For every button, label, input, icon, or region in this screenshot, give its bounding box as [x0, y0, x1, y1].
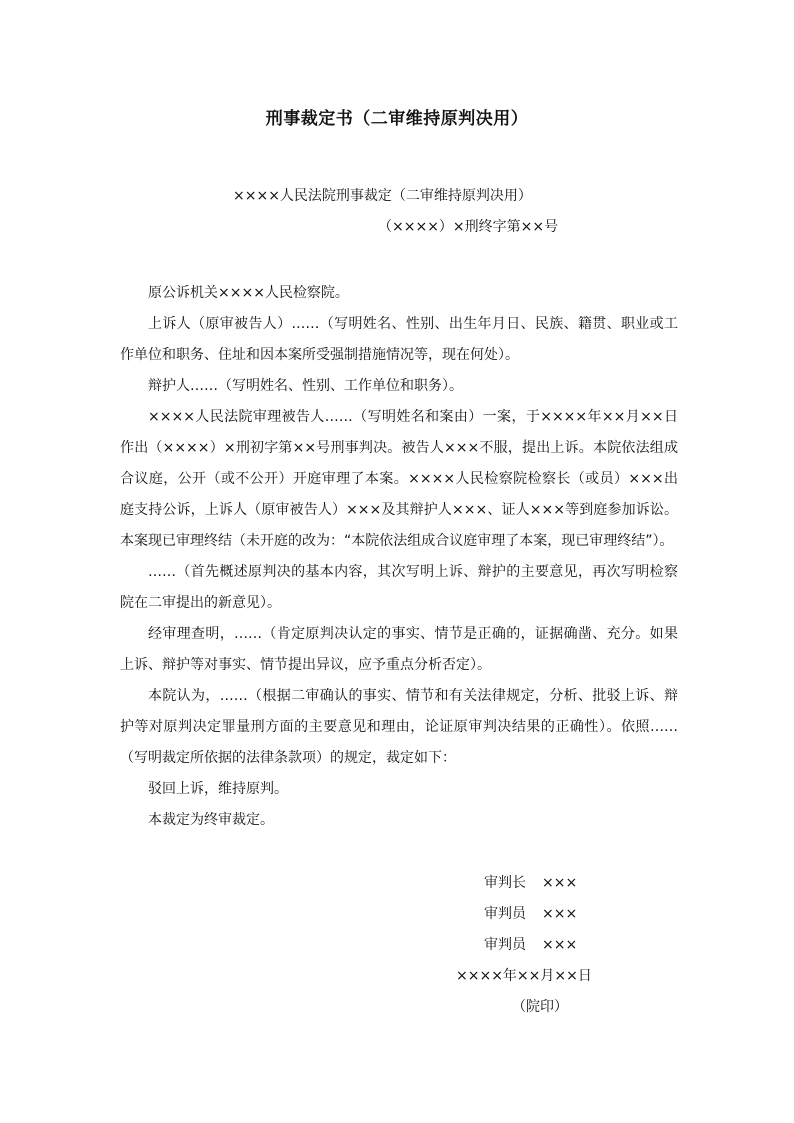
paragraph-findings: 经审理查明，……（肯定原判决认定的事实、情节是正确的，证据确凿、充分。如果上诉、辩护等对事实、情节提出异议，应予重点分析否定）。 — [120, 626, 678, 673]
paragraph-opinion: 本院认为，……（根据二审确认的事实、情节和有关法律规定，分析、批驳上诉、辩护等对原判决定罪量刑方面的主要意见和理由，论证原审判决结果的正确性）。依照……（写明裁定所依据的法律条款项）的规定，裁定如下： — [120, 688, 678, 766]
signature-judge-2 — [484, 934, 577, 954]
document-body — [120, 278, 678, 836]
court-seal: （院印） — [512, 999, 568, 1015]
signature-role: 审判长 — [484, 875, 526, 891]
paragraph-case-history: ××××人民法院审理被告人……（写明姓名和案由）一案，于××××年××月××日作出（××××）×刑初字第××号刑事判决。被告人×××不服，提出上诉。本院依法组成合议庭，公开（或不公开）开庭审理了本案。××××人民检察院检察长（或员）×××出庭支持公诉，上诉人（原审被告人）×××及其辩护人×××、证人×××等到庭参加诉讼。本案现已审理终结（未开庭的改为：“本院依法组成合议庭审理了本案，现已审理终结”）。 — [120, 409, 678, 549]
paragraph-finality: 本裁定为终审裁定。 — [148, 812, 274, 828]
signature-name: ××× — [542, 875, 578, 891]
signature-presiding-judge — [484, 872, 577, 892]
signature-judge-1 — [484, 903, 577, 923]
paragraph-appellant: 上诉人（原审被告人）……（写明姓名、性别、出生年月日、民族、籍贯、职业或工作单位和职务、住址和因本案所受强制措施情况等，现在何处）。 — [120, 316, 678, 363]
signature-name: ××× — [542, 906, 578, 922]
document-title: 刑事裁定书（二审维持原判决用） — [265, 109, 529, 129]
paragraph-prosecution: 原公诉机关××××人民检察院。 — [148, 285, 349, 301]
ruling-date: ××××年××月××日 — [456, 968, 592, 984]
court-heading: ××××人民法院刑事裁定（二审维持原判决用） — [233, 188, 532, 204]
signature-name: ××× — [542, 937, 578, 953]
signature-role: 审判员 — [484, 906, 526, 922]
paragraph-defender: 辩护人……（写明姓名、性别、工作单位和职务）。 — [148, 378, 463, 394]
paragraph-summary: ……（首先概述原判决的基本内容，其次写明上诉、辩护的主要意见，再次写明检察院在二审提出的新意见）。 — [120, 564, 678, 611]
signature-role: 审判员 — [484, 937, 526, 953]
case-number: （××××）×刑终字第××号 — [378, 219, 559, 235]
paragraph-ruling: 驳回上诉，维持原判。 — [148, 781, 288, 797]
